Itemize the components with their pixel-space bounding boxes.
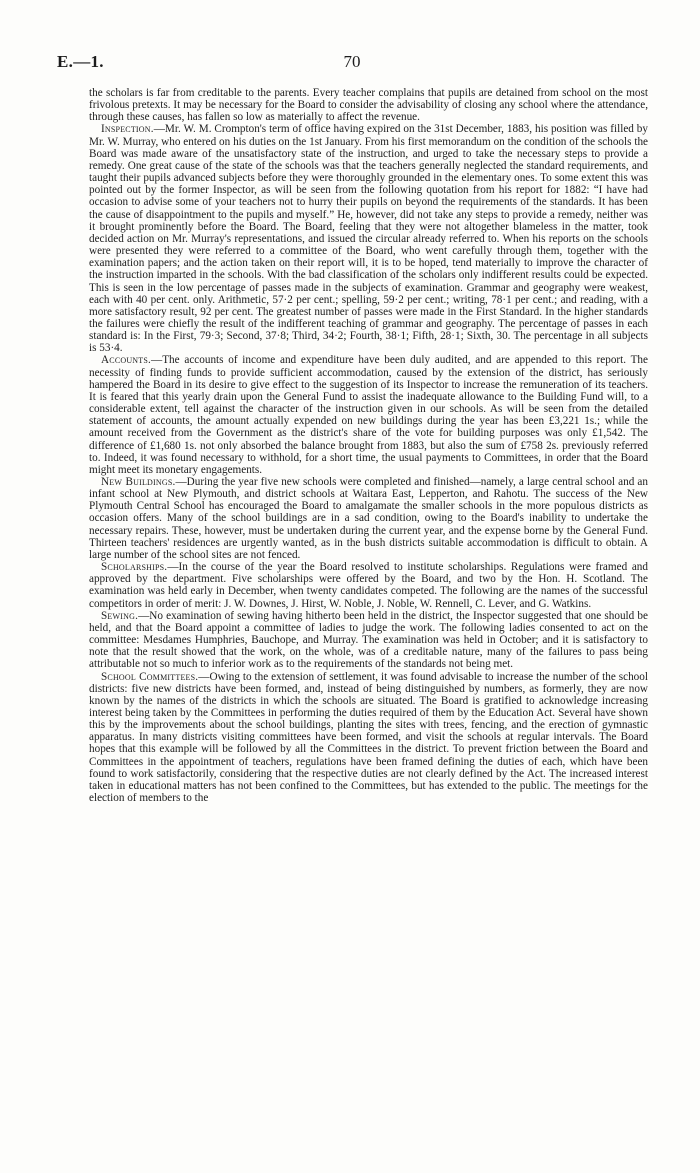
paragraph-accounts — [89, 354, 648, 476]
section-heading-inspection: Inspection. — [101, 123, 154, 136]
section-heading-accounts: Accounts. — [101, 354, 152, 367]
section-heading-scholarships: Scholarships. — [101, 561, 168, 574]
paragraph-text: —In the course of the year the Board resolved to institute scholarships. Regulations were framed and approved by the department. Five scholarships were offered by the Board, and two by the Hon. H. Scotland. The examination was held early in December, when twenty candidates competed. The following are the names of the successful competitors in order of merit: J. W. Downes, J. Hirst, W. Noble, J. Noble, W. Rennell, C. Lever, and G. Watkins. — [89, 561, 648, 610]
paragraph-text: —The accounts of income and expenditure have been duly audited, and are appended to this report. The necessity of finding funds to provide sufficient accommodation, caused by the extension of the district, has seriously hampered the Board in its desire to give effect to the suggestion of its Inspector to increase the remuneration of its teachers. It is feared that this yearly drain upon the General Fund to assist the inadequate allowance to the Building Fund will, to a considerable extent, tell against the character of the instruction given in our schools. As will be seen from the detailed statement of accounts, the amount actually expended on new buildings during the year has been £3,221 1s.; while the amount received from the Government as the district's share of the vote for building purposes was only £1,542. The difference of £1,680 1s. not only absorbed the balance brought from 1883, but also the sum of £758 2s. previously referred to. Indeed, it was found necessary to withhold, for a short time, the usual payments to Committees, in order that the Board might meet its monetary engagements. — [89, 354, 648, 476]
paragraph-continuation — [89, 87, 648, 123]
section-heading-new-buildings: New Buildings. — [101, 476, 176, 488]
paragraph-text: —Mr. W. M. Crompton's term of office having expired on the 31st December, 1883, his position was filled by Mr. W. Murray, who entered on his duties on the 1st January. From his first memorandum on the condition of the schools the Board was made aware of the unsatisfactory state of the instruction, and urged to take the necessary steps to provide a remedy. One great cause of the state of the schools was that the teachers generally neglected the standard requirements, and taught their pupils advanced subjects before they were thoroughly grounded in the elementary ones. To some extent this was pointed out by the former Inspector, as will be seen from the following quotation from his report for 1882: “I have had occasion to advise some of your teachers not to hurry their pupils on beyond the requirements of the standards. It has been the cause of disappointment to the pupils and myself.” He, however, did not take any steps to provide a remedy, neither was it brought prominently before the Board. The Board, feeling that they were not altogether blameless in the matter, took decided action on Mr. Murray's representations, and issued the circular already referred to. When his reports on the schools were presented they were referred to a committee of the Board, who went carefully through them, together with the examination papers; and the action taken on their report will, it is to be hoped, tend materially to improve the character of the instruction imparted in the schools. With the bad classification of the scholars only indifferent results could be expected. This is seen in the low percentage of passes made in the subjects of examination. Grammar and geography were weakest, each with 40 per cent. only. Arithmetic, 57·2 per cent.; spelling, 59·2 per cent.; writing, 78·1 per cent.; and reading, with a more satisfactory result, 92 per cent. The greatest number of passes were made in the First Standard. In the higher standards the failures were chiefly the result of the indifferent teaching of grammar and geography. The percentage of passes in each standard is: In the First, 79·3; Second, 37·8; Third, 34·2; Fourth, 38·1; Fifth, 28·1; Sixth, 30. The percentage in all subjects is 53·4. — [89, 123, 648, 355]
paragraph-text: —No examination of sewing having hitherto been held in the district, the Inspector suggested that one should be held, and that the Board appoint a committee of ladies to judge the work. The following ladies consented to act on the committee: Mesdames Humphries, Bauchope, and Murray. The examination was held in October; and it is satisfactory to note that the result showed that the work, on the whole, was of a creditable nature, many of the failures to pass being attributable not so much to inferior work as to the requirements of the standards not being met. — [89, 609, 648, 671]
page-number: 70 — [343, 52, 361, 71]
paragraph-text: —Owing to the extension of settlement, it was found advisable to increase the number of the school districts: five new districts have been formed, and, instead of being distinguished by numbers, as formerly, they are now known by the names of the districts in which the schools are situated. The Board is gratified to acknowledge increasing interest being taken by the Committees in performing the duties required of them by the Education Act. Several have shown this by the improvements about the school buildings, planting the sites with trees, fencing, and the erection of gymnastic apparatus. In many districts visiting committees have been formed, and visit the schools at regular intervals. The Board hopes that this example will be followed by all the Committees in the district. To prevent friction between the Board and Committees in the appointment of teachers, regulations have been framed defining the duties of each, which have been found to work satisfactorily, considering that the respective duties are not clearly defined by the Act. The increased interest taken in educational matters has not been confined to the Committees, but has extended to the public. The meetings for the election of members to the — [89, 670, 648, 805]
paragraph-scholarships — [89, 561, 648, 610]
paragraph-text: the scholars is far from creditable to the parents. Every teacher complains that pupils are detained from school on the most frivolous pretexts. It may be necessary for the Board to consider the advisability of closing any school where the attendance, through these causes, has fallen so low as materially to affect the revenue. — [89, 87, 648, 124]
paragraph-sewing — [89, 610, 648, 671]
paragraph-new-buildings — [89, 476, 648, 561]
section-heading-school-committees: School Committees. — [101, 670, 199, 683]
paragraph-school-committees — [89, 671, 648, 805]
document-reference: E.—1. — [57, 52, 104, 71]
paragraph-text: —During the year five new schools were completed and finished—namely, a large central school and an infant school at New Plymouth, and district schools at Waitara East, Lepperton, and Rahotu. The success of the New Plymouth Central School has encouraged the Board to amalgamate the smaller schools in the more populous districts as occasion offers. Many of the school buildings are in a sad condition, owing to the Board's inability to undertake the necessary repairs. These, however, must be undertaken during the current year, and the expense borne by the General Fund. Thirteen teachers' residences are urgently wanted, as in the bush districts suitable accommodation is difficult to obtain. A large number of the school sites are not fenced. — [89, 476, 648, 561]
section-heading-sewing: Sewing. — [101, 609, 139, 622]
paragraph-inspection — [89, 123, 648, 354]
body-text — [89, 87, 648, 804]
page-header — [57, 52, 647, 74]
